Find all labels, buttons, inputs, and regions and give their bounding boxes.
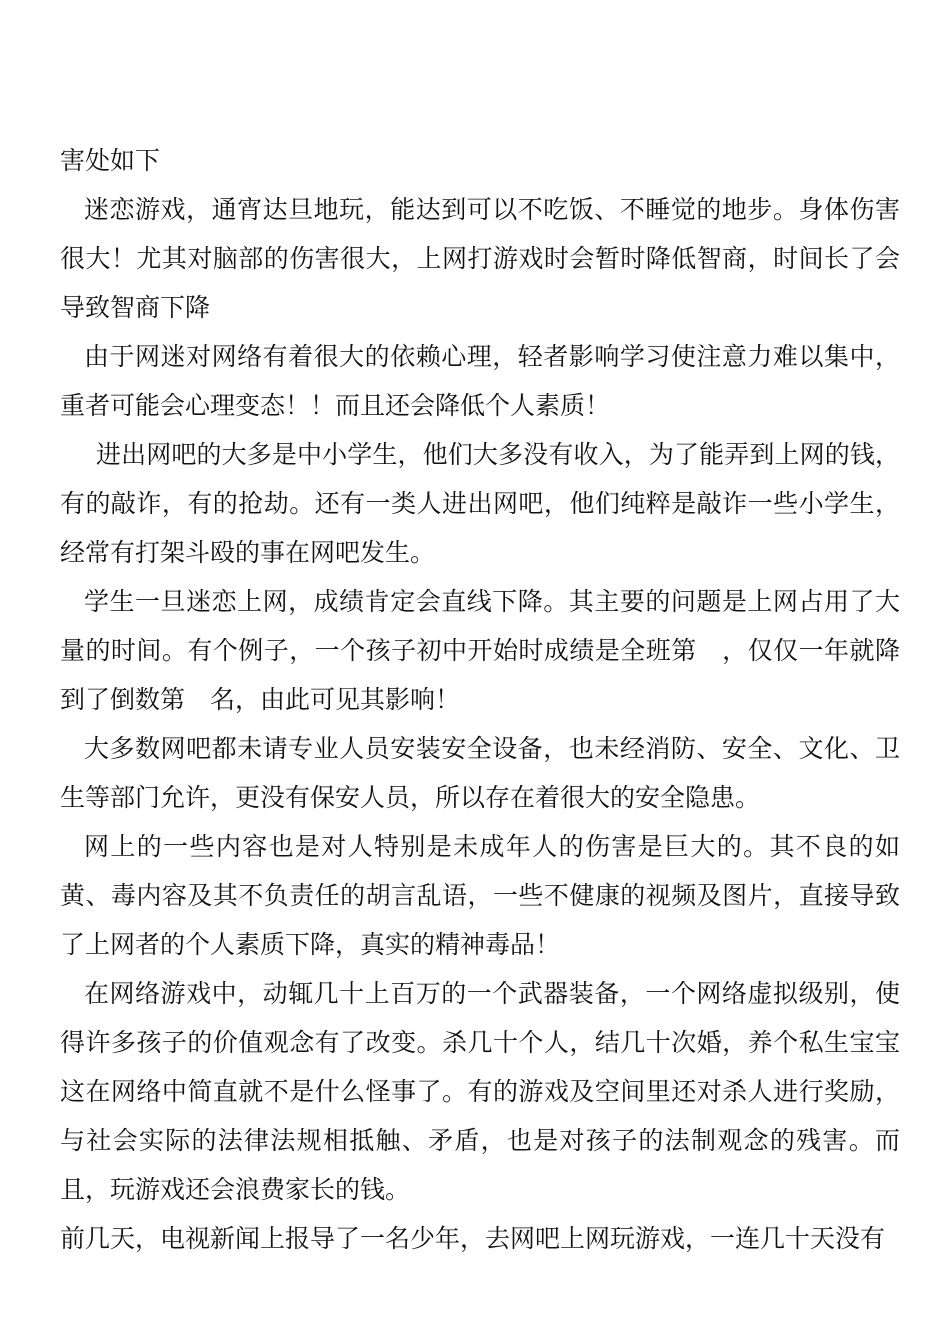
paragraph-2: 由于网迷对网络有着很大的依赖心理，轻者影响学习使注意力难以集中，重者可能会心理变态！！而且还会降低个人素质！ xyxy=(60,342,900,420)
paragraph-6: 网上的一些内容也是对人特别是未成年人的伤害是巨大的。其不良的如黄、毒内容及其不负责任的胡言乱语，一些不健康的视频及图片，直接导致了上网者的个人素质下降，真实的精神毒品！ xyxy=(60,832,900,959)
document-body xyxy=(60,136,900,1263)
paragraph-4: 学生一旦迷恋上网，成绩肯定会直线下降。其主要的问题是上网占用了大量的时间。有个例子，一个孩子初中开始时成绩是全班第 ，仅仅一年就降到了倒数第 名，由此可见其影响！ xyxy=(60,587,900,714)
paragraph-1: 迷恋游戏，通宵达旦地玩，能达到可以不吃饭、不睡觉的地步。身体伤害很大！尤其对脑部的伤害很大，上网打游戏时会暂时降低智商，时间长了会导致智商下降 xyxy=(60,195,900,322)
paragraph-8: 前几天，电视新闻上报导了一名少年，去网吧上网玩游戏，一连几十天没有 xyxy=(60,1224,886,1253)
paragraph-heading: 害处如下 xyxy=(60,146,161,175)
paragraph-5: 大多数网吧都未请专业人员安装安全设备，也未经消防、安全、文化、卫生等部门允许，更没有保安人员，所以存在着很大的安全隐患。 xyxy=(60,734,900,812)
paragraph-3: 进出网吧的大多是中小学生，他们大多没有收入，为了能弄到上网的钱，有的敲诈，有的抢劫。还有一类人进出网吧，他们纯粹是敲诈一些小学生，经常有打架斗殴的事在网吧发生。 xyxy=(60,440,900,567)
paragraph-7: 在网络游戏中，动辄几十上百万的一个武器装备，一个网络虚拟级别，使得许多孩子的价值观念有了改变。杀几十个人，结几十次婚，养个私生宝宝这在网络中简直就不是什么怪事了。有的游戏及空间里还对杀人进行奖励，与社会实际的法律法规相抵触、矛盾，也是对孩子的法制观念的残害。而且，玩游戏还会浪费家长的钱。 xyxy=(60,979,900,1204)
